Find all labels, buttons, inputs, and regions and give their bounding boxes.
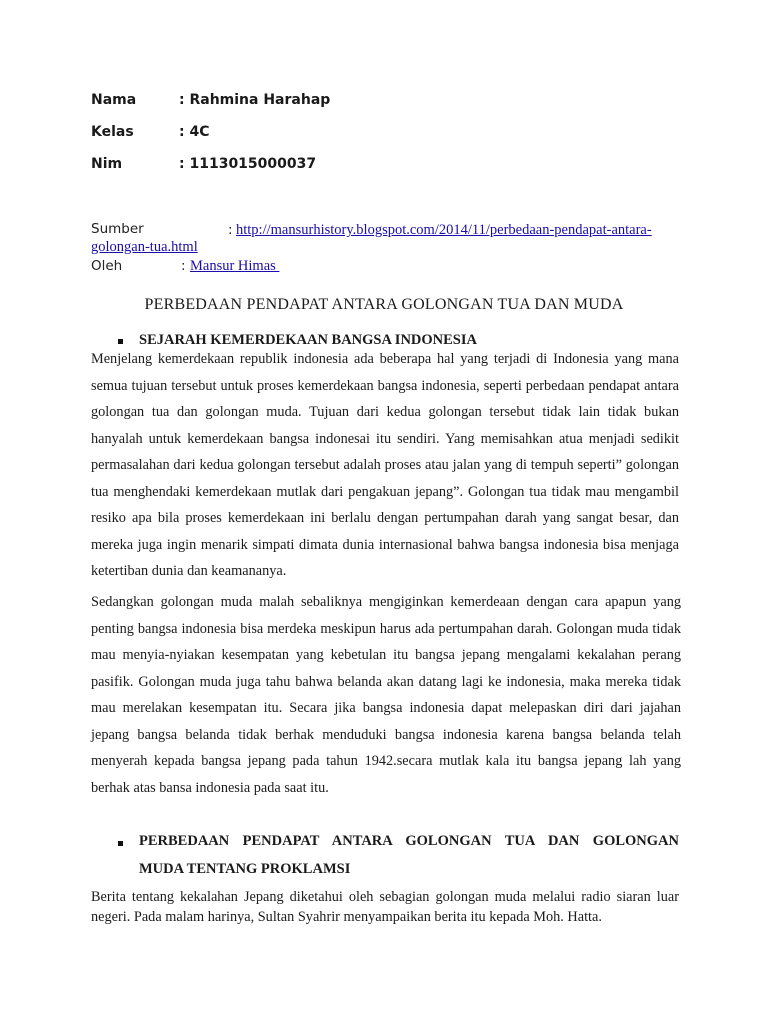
class-label: Kelas — [91, 124, 134, 140]
nim-label: Nim — [91, 156, 123, 172]
name-label: Nama — [91, 92, 137, 108]
bullet-square-icon — [118, 339, 123, 344]
section2-heading-line1: PERBEDAAN PENDAPAT ANTARA GOLONGAN TUA DAN GOLONGAN — [139, 833, 679, 849]
source-url-link[interactable]: http://mansurhistory.blogspot.com/2014/11/perbedaan-pendapat-antara- — [236, 222, 652, 238]
section2-paragraph1: Berita tentang kekalahan Jepang diketahui oleh sebagian golongan muda melalui radio siaran luar negeri. Pada malam harinya, Sultan Syahrir menyampaikan berita itu kepada Moh. Hatta. — [91, 889, 679, 925]
source-colon: : — [228, 222, 233, 238]
name-value: : Rahmina Harahap — [179, 92, 331, 108]
author-label: Oleh — [91, 258, 123, 274]
document-title: PERBEDAAN PENDAPAT ANTARA GOLONGAN TUA DAN MUDA — [144, 296, 624, 313]
section1-heading: SEJARAH KEMERDEKAAN BANGSA INDONESIA — [139, 332, 477, 348]
section2-heading-line2: MUDA TENTANG PROKLAMSI — [139, 861, 351, 877]
author-link[interactable]: Mansur Himas — [190, 258, 280, 274]
bullet-square-icon — [118, 841, 123, 846]
class-value: : 4C — [179, 124, 210, 140]
section1-paragraph2: Sedangkan golongan muda malah sebaliknya mengiginkan kemerdeaan dengan cara apapun yang penting bangsa indonesia bisa merdeka meskipun harus ada pertumpahan darah. Golongan muda tidak mau menyia-nyiakan kesempatan yang kebetulan itu bangsa jepang mengalami kekalahan perang pasifik. Golongan muda juga tahu bahwa belanda akan datang lagi ke indonesia, maka mereka tidak mau merelakan kesempatan itu. Secara jika bangsa indonesia dapat melepaskan diri dari jajahan jepang bangsa belanda tidak berhak menduduki bangsa indonesia karena bangsa belanda telah menyerah kepada bangsa jepang pada tahun 1942.secara mutlak kala itu bangsa jepang lah yang berhak atas bansa indonesia pada saat itu. — [91, 594, 681, 796]
source-label: Sumber — [91, 221, 144, 237]
nim-value: : 1113015000037 — [179, 156, 317, 172]
source-url-link-continued[interactable]: golongan-tua.html — [91, 239, 198, 255]
author-colon: : — [181, 258, 186, 274]
section1-paragraph1: Menjelang kemerdekaan republik indonesia ada beberapa hal yang terjadi di Indonesia yang mana semua tujuan tersebut untuk proses kemerdekaan bangsa indonesia, seperti perbedaan pendapat antara golongan tua dan golongan muda. Tujuan dari kedua golongan tersebut tidak lain tidak bukan hanyalah untuk kemerdekaan bangsa indonesai itu sendiri. Yang memisahkan atua menjadi sedikit permasalahan dari kedua golongan tersebut adalah proses atau jalan yang di tempuh seperti” golongan tua menghendaki kemerdekaan mutlak dari pengakuan jepang”. Golongan tua tidak mau mengambil resiko apa bila proses kemerdekaan ini berlalu dengan pertumpahan darah yang sangat besar, dan mereka juga ingin menarik simpati dimata dunia internasional bahwa bangsa indonesia bisa menjaga ketertiban dunia dan keamananya. — [91, 351, 679, 579]
